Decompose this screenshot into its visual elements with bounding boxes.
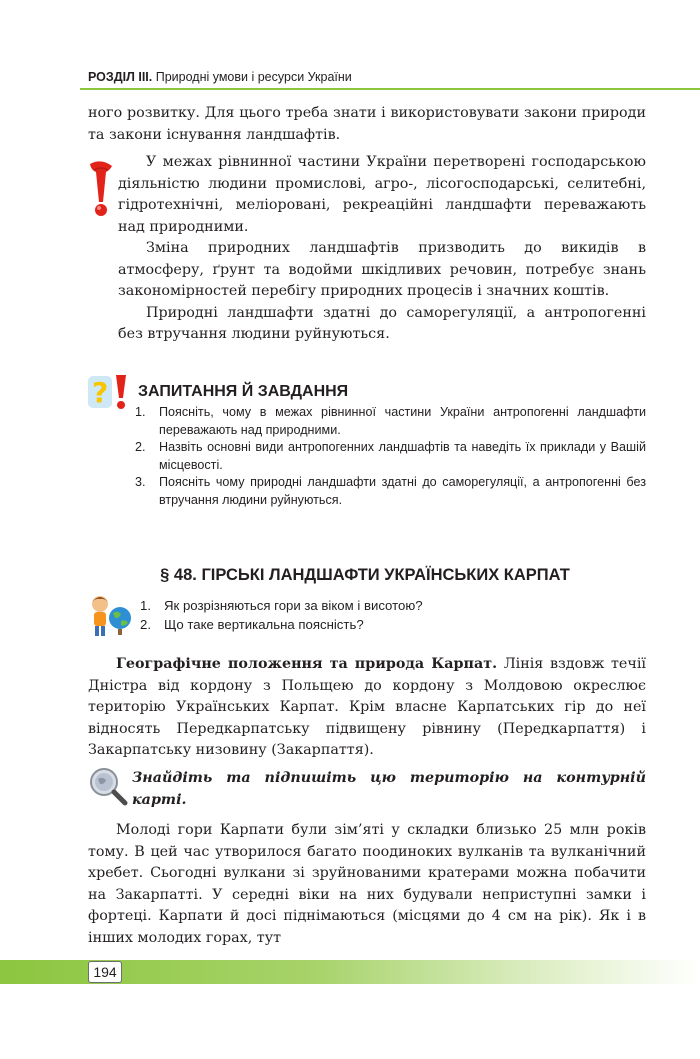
- question-exclamation-icon: [86, 372, 132, 412]
- recall-text: Як розрізняються гори за віком і висотою?: [164, 598, 423, 613]
- recall-number: 1.: [140, 598, 151, 613]
- list-item: [140, 596, 540, 615]
- intro-paragraph-block: [88, 103, 646, 146]
- question-text: Назвіть основні види антропогенних ландшафтів та наведіть їх приклади у Вашій місцевості.: [159, 440, 646, 472]
- summary-paragraph: Зміна природних ландшафтів призводить до викидів в атмосферу, ґрунт та водойми шкідливих речовин, потребує знань закономірностей перебігу природних процесів і значних коштів.: [118, 240, 646, 299]
- magnifier-globe-icon: [88, 766, 128, 806]
- summary-paragraph: Природні ландшафти здатні до саморегуляції, а антропогенні без втручання людини руйнуються.: [118, 304, 646, 342]
- questions-title: ЗАПИТАННЯ Й ЗАВДАННЯ: [138, 383, 349, 400]
- geo-paragraph-block: [88, 654, 646, 762]
- child-globe-icon: [86, 594, 134, 638]
- geo-heading: Географічне положення та природа Карпат.: [116, 656, 498, 672]
- geo-paragraph: [88, 654, 646, 762]
- young-mountains-paragraph: Молоді гори Карпати були зім’яті у складки близько 25 млн років тому. В цей час утворилося багато поодиноких вулканів та вулканічний хребет. Сьогодні вулкани зі зруйнованими кратерами можна побачити на Закарпатті. У середні віки на них будували неприступні замки і фортеці. Карпати й досі піднімаються (місцями до 4 см на рік). Як і в інших молодих горах, тут: [88, 822, 646, 946]
- running-header: [88, 70, 352, 84]
- header-rule: [80, 88, 700, 90]
- question-number: 1.: [135, 405, 146, 419]
- question-text: Поясніть, чому в межах рівнинної частини України антропогенні ландшафти переважають над природними.: [159, 405, 646, 437]
- recall-list: [140, 596, 540, 634]
- task-text: Знайдіть та підпишіть цю територію на контурній карті.: [132, 770, 646, 808]
- recall-number: 2.: [140, 617, 151, 632]
- questions-list: [135, 404, 646, 510]
- list-item: [135, 404, 646, 439]
- header-section: РОЗДІЛ ІІІ.: [88, 70, 153, 84]
- list-item: [140, 615, 540, 634]
- list-item: [135, 439, 646, 474]
- summary-paragraph: У межах рівнинної частини України перетворені господарською діяльністю людини промислові, агро-, лісогосподарські, селитебні, гідротехнічні, меліоровані, рекреаційні ландшафти переважають над природними.: [118, 154, 646, 235]
- question-number: 2.: [135, 440, 146, 455]
- task-block: [132, 768, 646, 811]
- summary-block: [118, 152, 646, 346]
- exclamation-icon: [86, 160, 116, 222]
- header-title: Природні умови і ресурси України: [155, 70, 352, 84]
- intro-paragraph: ного розвитку. Для цього треба знати і використовувати закони природи та закони існування ландшафтів.: [88, 105, 646, 143]
- recall-text: Що таке вертикальна поясність?: [164, 617, 364, 632]
- question-text: Поясніть чому природні ландшафти здатні до саморегуляції, а антропогенні без втручання людини руйнуються.: [159, 475, 646, 507]
- young-mountains-block: [88, 820, 646, 949]
- question-number: 3.: [135, 475, 146, 490]
- geo-text: Лінія вздовж течії Дністра від кордону з Польщею до кордону з Молдовою окреслює територію Українських Карпат. Крім власне Карпатських гір до неї відносять Передкарпатську підвищену рівнину (Передкарпаття) і Закарпатську низовину (Закарпаття).: [88, 656, 646, 758]
- list-item: [135, 474, 646, 509]
- page-number: 194: [88, 961, 122, 983]
- svg-text:?: ?: [92, 376, 109, 409]
- chapter-title: § 48. ГІРСЬКІ ЛАНДШАФТИ УКРАЇНСЬКИХ КАРПАТ: [160, 566, 570, 584]
